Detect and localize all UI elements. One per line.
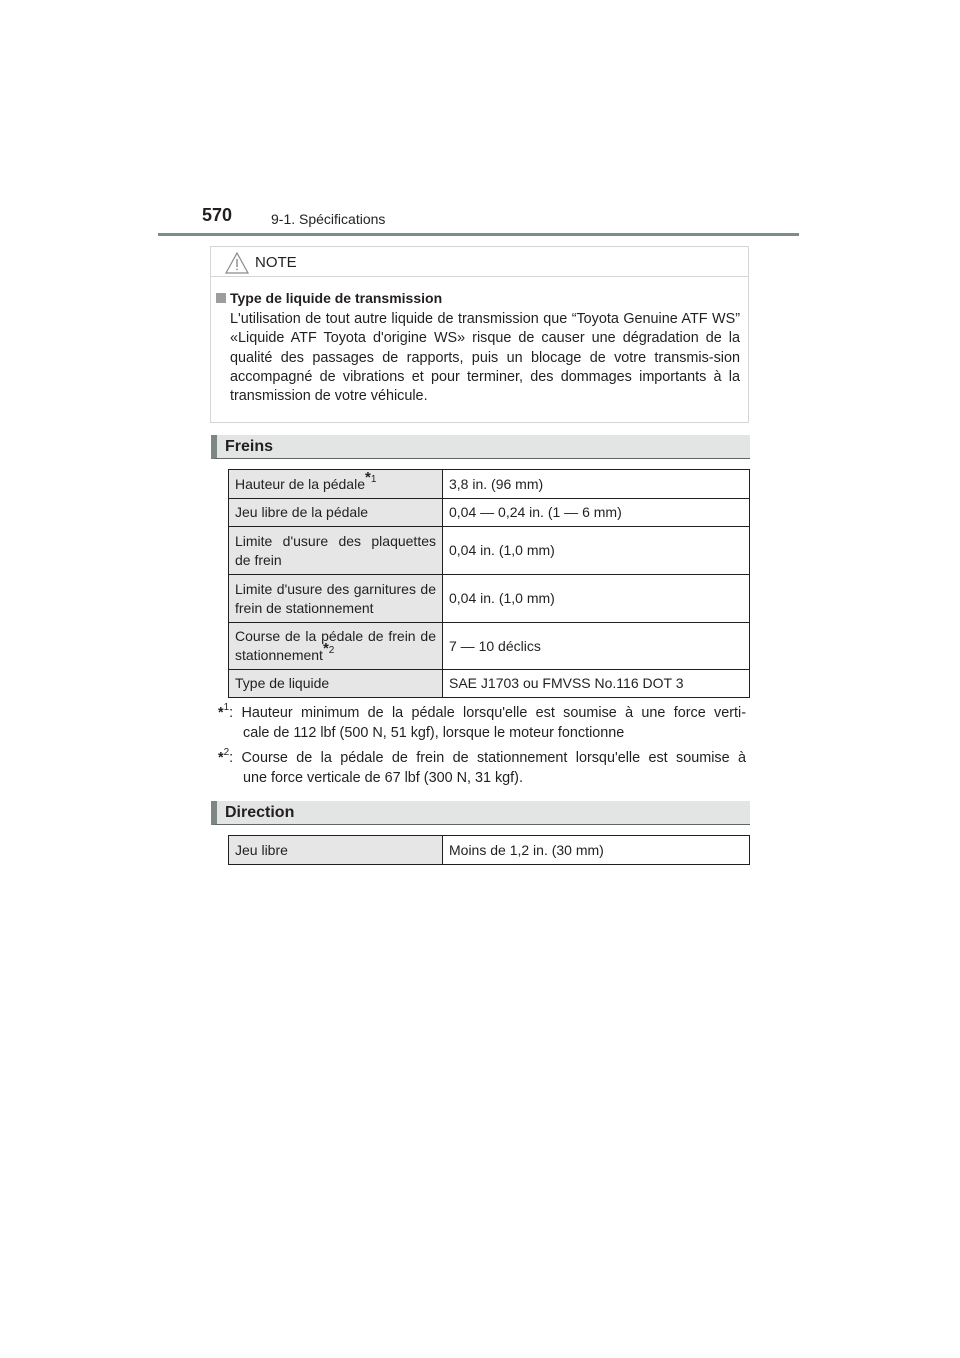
note-header xyxy=(211,247,748,277)
table-row xyxy=(229,470,750,499)
header-rule xyxy=(158,233,799,236)
page-number: 570 xyxy=(202,205,233,225)
section-heading-steering: Direction xyxy=(225,804,295,821)
note-title-text: Type de liquide de transmission xyxy=(230,290,443,306)
section-heading-brakes: Freins xyxy=(225,438,274,455)
note-title xyxy=(216,290,442,306)
spec-value: Moins de 1,2 in. (30 mm) xyxy=(443,836,750,865)
spec-label: Course de la pédale de frein de stationnement$^{*2}$ xyxy=(229,623,443,670)
note-box xyxy=(210,246,749,423)
section-bar-steering xyxy=(211,801,750,825)
spec-label: Jeu libre de la pédale xyxy=(229,499,443,527)
spec-value: 0,04 — 0,24 in. (1 — 6 mm) xyxy=(443,499,750,527)
note-label: NOTE xyxy=(255,254,297,271)
spec-value: 7 — 10 déclics xyxy=(443,623,750,670)
table-row xyxy=(229,623,750,670)
table-row xyxy=(229,836,750,865)
spec-label: Hauteur de la pédale$^{*1}$ xyxy=(229,470,443,499)
table-row xyxy=(229,499,750,527)
spec-value: 0,04 in. (1,0 mm) xyxy=(443,527,750,575)
square-bullet-icon xyxy=(216,293,226,303)
steering-spec-table xyxy=(228,835,750,865)
section-bar-brakes xyxy=(211,435,750,459)
spec-value: 3,8 in. (96 mm) xyxy=(443,470,750,499)
spec-label: Type de liquide xyxy=(229,670,443,698)
footnote-2: *$^2$: Course de la pédale de frein de stationnement lorsqu'elle est soumise à une force verticale de 67 lbf (300 N, 31 kgf). xyxy=(218,747,746,786)
spec-label: Limite d'usure des plaquettes de frein xyxy=(229,527,443,575)
footnote-1: *$^1$: Hauteur minimum de la pédale lorsqu'elle est soumise à une force verti- cale de 112 lbf (500 N, 51 kgf), lorsque le moteur fonctionne xyxy=(218,702,746,741)
section-title: 9-1. Spécifications xyxy=(271,211,386,227)
table-row xyxy=(229,575,750,623)
spec-label: Jeu libre xyxy=(229,836,443,865)
table-row xyxy=(229,670,750,698)
brakes-spec-table xyxy=(228,469,750,698)
note-text: L'utilisation de tout autre liquide de transmission que “Toyota Genuine ATF WS” «Liquide ATF Toyota d'origine WS» risque de causer une dégradation de la qualité des passages de rapports, puis un blocage de votre transmis-sion accompagné de vibrations et pour terminer, des dommages importants à la transmission de votre véhicule. xyxy=(230,311,740,405)
spec-label: Limite d'usure des garnitures de frein de stationnement xyxy=(229,575,443,623)
warning-triangle-icon xyxy=(225,252,249,274)
spec-value: 0,04 in. (1,0 mm) xyxy=(443,575,750,623)
page-header xyxy=(198,204,800,236)
spec-value: SAE J1703 ou FMVSS No.116 DOT 3 xyxy=(443,670,750,698)
table-row xyxy=(229,527,750,575)
